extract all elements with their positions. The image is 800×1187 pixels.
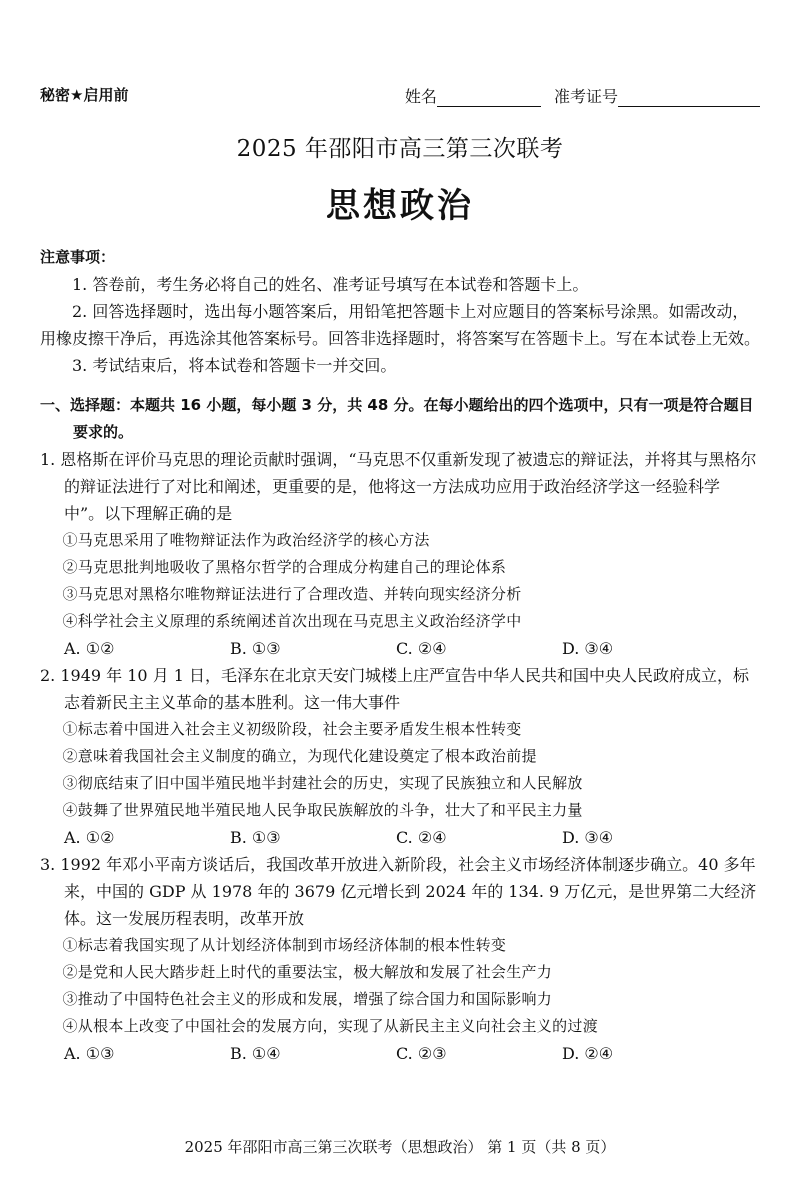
statement-option: ①标志着中国进入社会主义初级阶段，社会主要矛盾发生根本性转变 bbox=[62, 720, 522, 738]
statement-option: ④科学社会主义原理的系统阐述首次出现在马克思主义政治经济学中 bbox=[62, 612, 522, 630]
statement-option: ③推动了中国特色社会主义的形成和发展，增强了综合国力和国际影响力 bbox=[62, 990, 553, 1008]
choice-d: D. ③④ bbox=[562, 828, 614, 847]
choice-a: A. ①③ bbox=[64, 1044, 115, 1063]
choice-c: C. ②④ bbox=[396, 828, 447, 847]
choice-c: C. ②④ bbox=[396, 639, 447, 658]
secret-label: 秘密★启用前 bbox=[40, 86, 129, 104]
name-blank bbox=[437, 88, 541, 107]
notice-item: 1. 答卷前，考生务必将自己的姓名、准考证号填写在本试卷和答题卡上。 bbox=[72, 275, 589, 294]
statement-option: ④鼓舞了世界殖民地半殖民地人民争取民族解放的斗争，壮大了和平民主力量 bbox=[62, 801, 583, 819]
candidate-fields bbox=[405, 84, 760, 107]
answer-choices bbox=[40, 824, 760, 851]
subject-title: 思想政治 bbox=[326, 186, 474, 226]
choice-b: B. ①③ bbox=[230, 828, 281, 847]
exam-title: 2025 年邵阳市高三第三次联考 bbox=[236, 136, 564, 162]
header-row bbox=[40, 84, 760, 110]
notice-item: 3. 考试结束后，将本试卷和答题卡一并交回。 bbox=[72, 356, 397, 375]
answer-choices bbox=[40, 635, 760, 662]
id-blank bbox=[618, 88, 760, 107]
statement-option: ②意味着我国社会主义制度的确立，为现代化建设奠定了根本政治前提 bbox=[62, 747, 537, 765]
answer-choices bbox=[40, 1040, 760, 1067]
question-1 bbox=[40, 446, 760, 662]
page-footer: 2025 年邵阳市高三第三次联考（思想政治） 第 1 页（共 8 页） bbox=[184, 1138, 616, 1156]
notice-item: 2. 回答选择题时，选出每小题答案后，用铅笔把答题卡上对应题目的答案标号涂黑。如需改动，用橡皮擦干净后，再选涂其他答案标号。回答非选择题时，将答案写在答题卡上。写在本试卷上无效。 bbox=[40, 302, 761, 348]
question-stem: 3. 1992 年邓小平南方谈话后，我国改革开放进入新阶段，社会主义市场经济体制逐步确立。40 多年来，中国的 GDP 从 1978 年的 3679 亿元增长到 2024 年的 134. 9 万亿元，是世界第二大经济体。这一发展历程表明，改革开放 bbox=[40, 855, 757, 928]
exam-content bbox=[40, 244, 760, 1067]
statement-option: ②是党和人民大踏步赶上时代的重要法宝，极大解放和发展了社会生产力 bbox=[62, 963, 553, 981]
choice-a: A. ①② bbox=[64, 828, 115, 847]
statement-option: ①标志着我国实现了从计划经济体制到市场经济体制的根本性转变 bbox=[62, 936, 507, 954]
choice-d: D. ③④ bbox=[562, 639, 614, 658]
question-2 bbox=[40, 662, 760, 851]
choice-c: C. ②③ bbox=[396, 1044, 447, 1063]
question-stem: 1. 恩格斯在评价马克思的理论贡献时强调，“马克思不仅重新发现了被遗忘的辩证法，并将其与黑格尔的辩证法进行了对比和阐述，更重要的是，他将这一方法成功应用于政治经济学这一经验科学中”。以下理解正确的是 bbox=[40, 450, 757, 523]
statement-option: ④从根本上改变了中国社会的发展方向，实现了从新民主主义向社会主义的过渡 bbox=[62, 1017, 599, 1035]
id-label: 准考证号 bbox=[553, 87, 618, 106]
statement-option: ②马克思批判地吸收了黑格尔哲学的合理成分构建自己的理论体系 bbox=[62, 558, 507, 576]
choice-b: B. ①③ bbox=[230, 639, 281, 658]
choice-b: B. ①④ bbox=[230, 1044, 281, 1063]
choice-d: D. ②④ bbox=[562, 1044, 614, 1063]
choice-a: A. ①② bbox=[64, 639, 115, 658]
statement-option: ①马克思采用了唯物辩证法作为政治经济学的核心方法 bbox=[62, 531, 430, 549]
name-label: 姓名 bbox=[404, 87, 437, 106]
question-stem: 2. 1949 年 10 月 1 日，毛泽东在北京天安门城楼上庄严宣告中华人民共和国中央人民政府成立，标志着新民主主义革命的基本胜利。这一伟大事件 bbox=[40, 666, 750, 712]
question-3 bbox=[40, 851, 760, 1067]
statement-option: ③马克思对黑格尔唯物辩证法进行了合理改造、并转向现实经济分析 bbox=[62, 585, 522, 603]
statement-option: ③彻底结束了旧中国半殖民地半封建社会的历史，实现了民族独立和人民解放 bbox=[62, 774, 583, 792]
notice-title: 注意事项： bbox=[40, 248, 116, 266]
section-title: 一、选择题：本题共 16 小题，每小题 3 分，共 48 分。在每小题给出的四个选项中，只有一项是符合题目要求的。 bbox=[40, 396, 754, 441]
